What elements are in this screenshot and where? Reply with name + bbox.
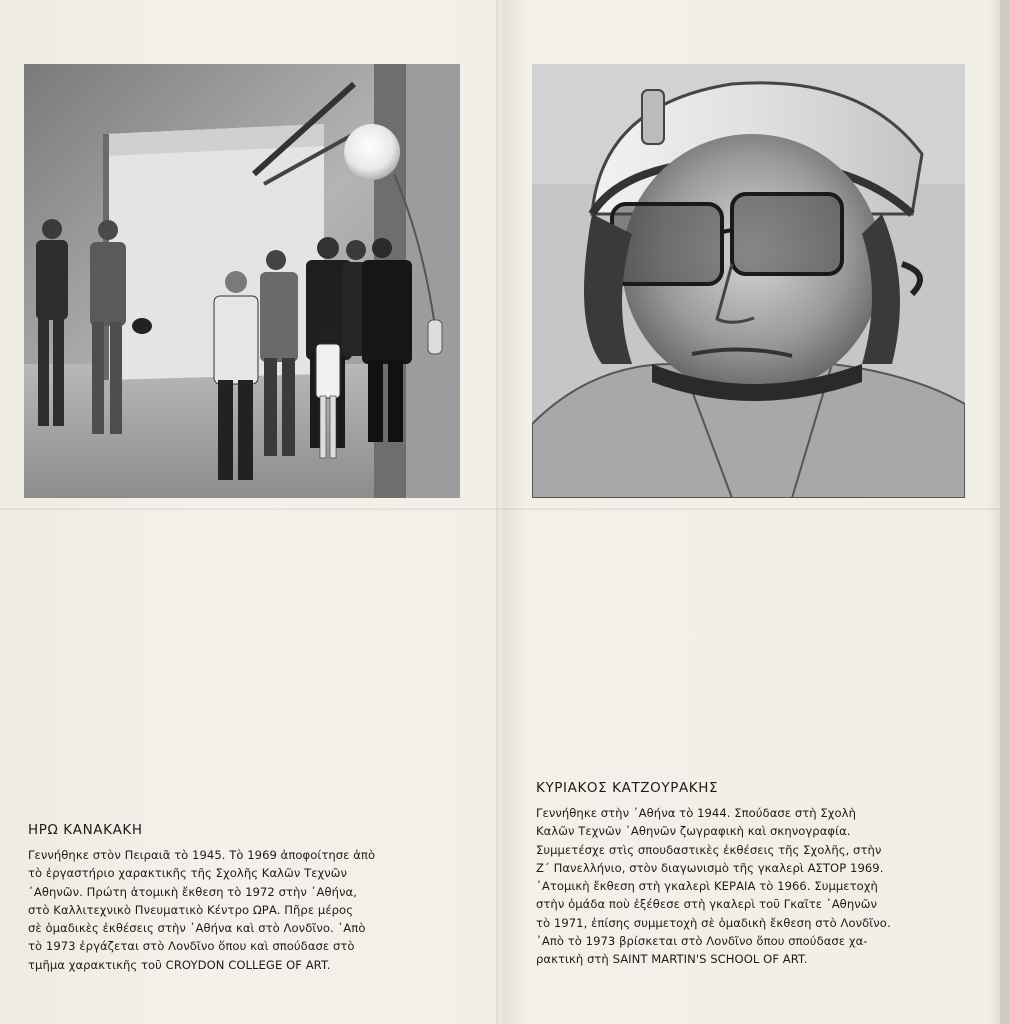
bio-line: τὸ 1973 ἐργάζεται στὸ Λονδῖνο ὅπου καὶ σπούδασε στὸ <box>28 939 355 954</box>
artist-name-right: ΚΥΡΙΑΚΟΣ ΚΑΤΖΟΥΡΑΚΗΣ <box>536 780 719 796</box>
bio-line: ᾿Απὸ τὸ 1973 βρίσκεται στὸ Λονδῖνο ὅπου σπούδασε χα- <box>536 934 868 949</box>
bio-line: Καλῶν Τεχνῶν ᾿Αθηνῶν ζωγραφικὴ καὶ σκηνογραφία. <box>536 824 851 839</box>
bio-line: τὸ ἐργαστήριο χαρακτικῆς τῆς Σχολῆς Καλῶν Τεχνῶν <box>28 866 348 881</box>
artwork-helmet-portrait <box>532 64 965 498</box>
page-edge <box>1000 0 1009 1024</box>
bio-line: ᾿Ατομικὴ ἔκθεση στὴ γκαλερὶ ΚΕΡΑΙΑ τὸ 1966. Συμμετοχὴ <box>536 879 878 894</box>
bio-line: ᾿Αθηνῶν. Πρώτη ἀτομικὴ ἔκθεση τὸ 1972 στὴν ᾿Αθήνα, <box>28 884 357 899</box>
bio-line: στὸ Καλλιτεχνικὸ Πνευματικὸ Κέντρο ΩΡΑ. Πῆρε μέρος <box>28 902 354 917</box>
bio-line: Συμμετέσχε στὶς σπουδαστικὲς ἐκθέσεις τῆς Σχολῆς, στὴν <box>536 842 882 857</box>
artist-name-left: ΗΡΩ ΚΑΝΑΚΑΚΗ <box>28 822 143 838</box>
bio-line: Γεννήθηκε στὴν ᾿Αθήνα τὸ 1944. Σπούδασε στὴ Σχολὴ <box>536 806 856 820</box>
artwork-group-portrait <box>24 64 460 498</box>
bio-line: στὴν ὁμάδα ποὺ ἐξέθεσε στὴ γκαλερὶ τοῦ Γκαῖτε ᾿Αθηνῶν <box>536 897 878 912</box>
artist-bio-left <box>28 822 468 974</box>
bio-line: σὲ ὁμαδικὲς ἐκθέσεις στὴν ᾿Αθήνα καὶ στὸ Λονδῖνο. ᾿Απὸ <box>28 921 366 936</box>
horizontal-fold <box>0 508 1009 511</box>
bio-line: τμῆμα χαρακτικῆς τοῦ CROYDON COLLEGE OF ART. <box>28 957 331 972</box>
bio-line: τὸ 1971, ἐπίσης συμμετοχὴ σὲ ὁμαδικὴ ἔκθεση στὸ Λονδῖνο. <box>536 915 891 930</box>
bio-line: Ζ΄ Πανελλήνιο, στὸν διαγωνισμὸ τῆς γκαλερὶ ΑΣΤΟΡ 1969. <box>536 860 884 875</box>
vertical-fold <box>496 0 499 1024</box>
artist-bio-right <box>536 780 976 969</box>
bio-line: ρακτικὴ στὴ SAINT MARTIN'S SCHOOL OF ART. <box>536 952 808 967</box>
bio-line: Γεννήθηκε στὸν Πειραιᾶ τὸ 1945. Τὸ 1969 ἀποφοίτησε ἀπὸ <box>28 848 376 862</box>
